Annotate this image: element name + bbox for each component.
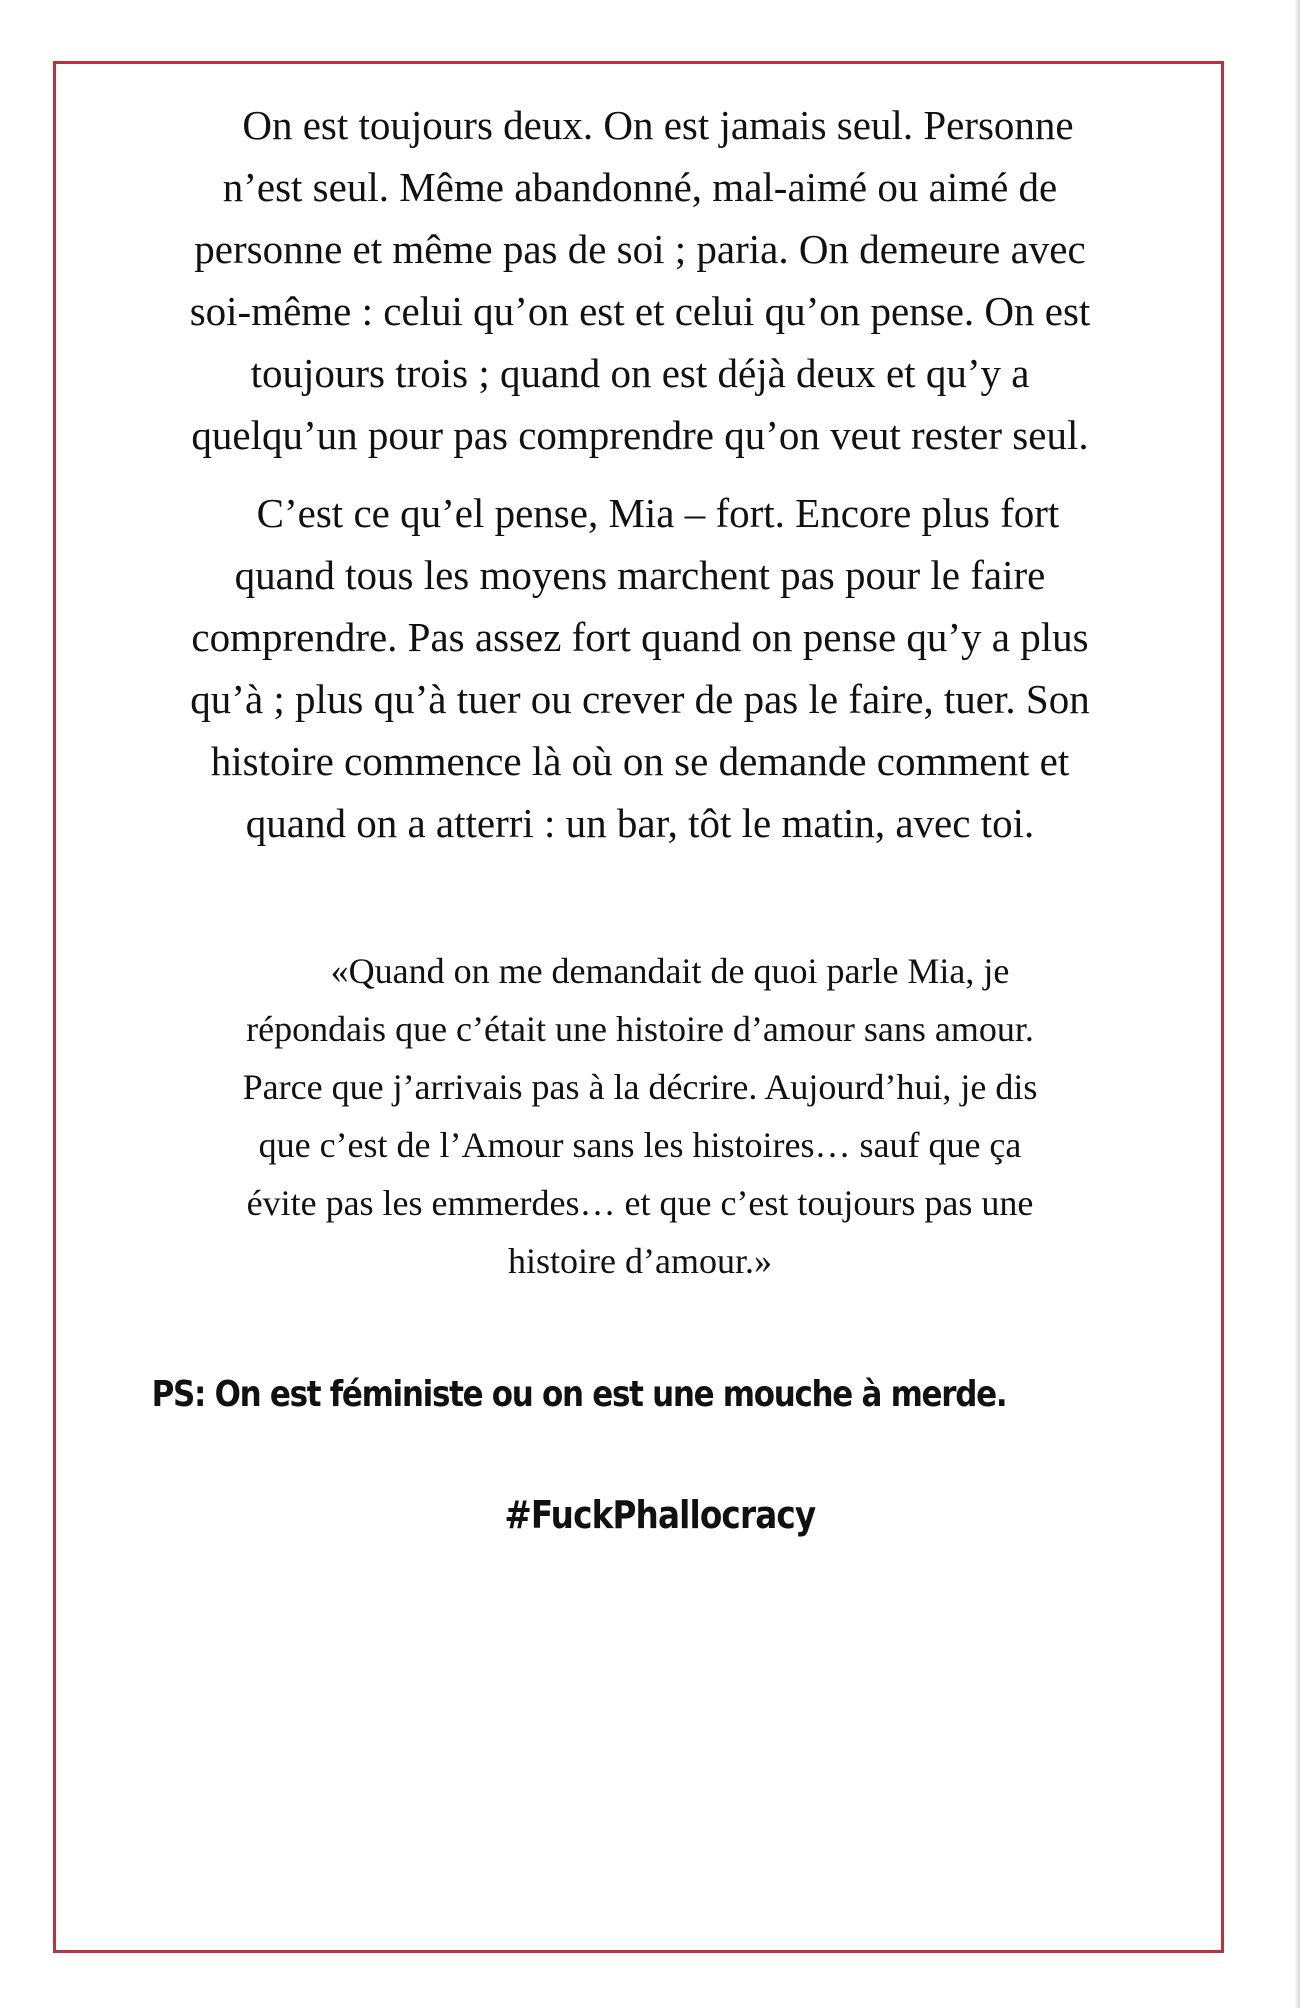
quote-line: répondais que c’était une histoire d’amour sans amour. <box>246 1009 1034 1049</box>
paragraph-2-line: qu’à ; plus qu’à tuer ou crever de pas le faire, tuer. Son <box>190 676 1090 722</box>
page-edge <box>1294 0 1300 2008</box>
paragraph-1 <box>110 94 1170 466</box>
paragraph-1-line: n’est seul. Même abandonné, mal-aimé ou aimé de <box>222 164 1058 210</box>
quote-line: «Quand on me demandait de quoi parle Mia, je <box>330 951 1010 991</box>
paragraph-2-line: quand tous les moyens marchent pas pour le faire <box>234 552 1046 598</box>
quote-line: histoire d’amour.» <box>508 1241 772 1281</box>
paragraph-2-line: C’est ce qu’el pense, Mia – fort. Encore plus fort <box>256 490 1060 536</box>
hashtag: #FuckPhallocracy <box>504 1493 816 1537</box>
paragraph-1-line: personne et même pas de soi ; paria. On demeure avec <box>194 226 1086 272</box>
quote-text <box>135 942 1145 1290</box>
hashtag-line <box>0 1489 1300 1541</box>
paragraph-1-line: toujours trois ; quand on est déjà deux et qu’y a <box>250 350 1030 396</box>
quote-line: que c’est de l’Amour sans les histoires… sauf que ça <box>258 1125 1022 1165</box>
paragraph-2-line: quand on a atterri : un bar, tôt le matin, avec toi. <box>245 800 1035 846</box>
paragraph-2-line: histoire commence là où on se demande comment et <box>210 738 1070 784</box>
quote-line: Parce que j’arrivais pas à la décrire. Aujourd’hui, je dis <box>242 1067 1038 1107</box>
paragraph-1-line: On est toujours deux. On est jamais seul. Personne <box>242 102 1074 148</box>
quote-line: évite pas les emmerdes… et que c’est toujours pas une <box>246 1183 1034 1223</box>
paragraph-1-line: quelqu’un pour pas comprendre qu’on veut rester seul. <box>191 412 1089 458</box>
quote-block <box>135 942 1145 1290</box>
paragraph-2-line: comprendre. Pas assez fort quand on pense qu’y a plus <box>191 614 1089 660</box>
postscript: PS: On est féministe ou on est une mouche à merde. <box>151 1374 1007 1415</box>
paragraph-1-line: soi-même : celui qu’on est et celui qu’on pense. On est <box>189 288 1091 334</box>
paragraph-2-text <box>110 482 1170 854</box>
paragraph-1-text <box>110 94 1170 466</box>
paragraph-2 <box>110 482 1170 854</box>
